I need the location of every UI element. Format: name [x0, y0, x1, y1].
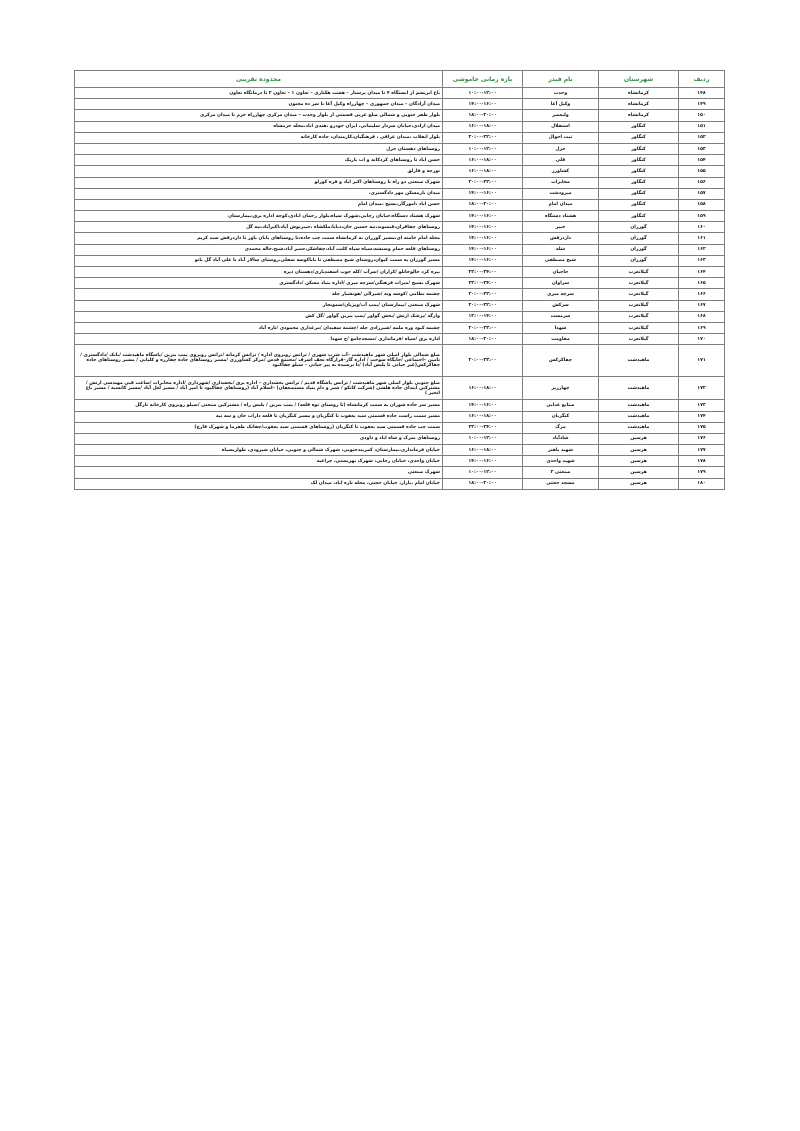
table-row: [75, 121, 725, 132]
row-area: میدان بازمسکن مهر دادگستری،: [75, 188, 443, 199]
row-city: کرمانشاه: [599, 99, 679, 110]
row-time: ۱۶:۰۰-۱۸:۰۰: [443, 377, 523, 400]
row-city: ماهیدشت: [599, 422, 679, 433]
row-area: خیابان فرمانداری،بیمارستان، کمربندجنوبی، شهرک شمالی و جنوبی، خیابان شیرودی، طواریسیاه: [75, 445, 443, 456]
table-row: [75, 311, 725, 322]
row-city: گوزران: [599, 233, 679, 244]
row-city: کنگاور: [599, 155, 679, 166]
table-row: [75, 199, 725, 210]
table-row: [75, 155, 725, 166]
row-number: ۱۷۴: [679, 411, 725, 422]
row-area: روستاهای چقاقزان،قیسوند،نیه حسین خان،دبابا،ملکشاه ،خیبرنوش آباد،اکبرآباد،نیه گل: [75, 222, 443, 233]
row-feeder: شهدا: [523, 322, 599, 333]
row-number: ۱۷۰: [679, 334, 725, 345]
row-area: بیره کرد خالوخانلو /کراران /سرآب /کله جوب اسفندیاری/دهستان دیره: [75, 267, 443, 278]
table-row: [75, 345, 725, 377]
row-time: ۱۲:۰۰-۱۴:۰۰: [443, 311, 523, 322]
row-number: ۱۵۸: [679, 199, 725, 210]
row-city: گیلانغرب: [599, 267, 679, 278]
row-number: ۱۵۵: [679, 166, 725, 177]
row-feeder: خزل: [523, 143, 599, 154]
table-row: [75, 411, 725, 422]
row-time: ۱۶:۰۰-۱۸:۰۰: [443, 411, 523, 422]
row-time: ۲۰:۰۰-۲۲:۰۰: [443, 177, 523, 188]
row-time: ۱۸:۰۰-۲۰:۰۰: [443, 334, 523, 345]
row-area: حسن اباد تا روستاهای کردکانه و اب باریک: [75, 155, 443, 166]
row-city: ماهیدشت: [599, 411, 679, 422]
row-city: کنگاور: [599, 177, 679, 188]
row-feeder: صنایع غذایی: [523, 400, 599, 411]
row-area: شهرک هشتاد دستگاه،خیابان رجایی،شهرک سپاه،بلوار رحمان ابادی،کوچه اداره برق،بیمارستان: [75, 211, 443, 222]
table-row: [75, 334, 725, 345]
row-city: کنگاور: [599, 132, 679, 143]
row-number: ۱۶۴: [679, 267, 725, 278]
row-area: ضلع شمالی بلوار اصلی شهر ماهیدشت –آب شرب شهری / ترانس روبروی اداره / ترانس کرمانه /ترانس روبروی پمپ بنزین /پاسگاه ماهیدشت /بانک /دادگستری /تامین –اجتماعی /جایگاه سوخت / اداره گاز–قرارگاه نجف اشرف /مجتمع قدس /مرکز کشاورزی /مسیر روستاهای جاده چقارزه و کلیایی / مسیر روستاهای جاده چقاکرکس(غیر حیاتی تا پلیس آباد) /تا نرسیده به پیر حیاتی – سیلو چقاکبود: [75, 345, 443, 377]
row-number: ۱۵۱: [679, 121, 725, 132]
row-time: ۱۶:۰۰-۱۸:۰۰: [443, 121, 523, 132]
row-number: ۱۵۰: [679, 110, 725, 121]
row-area: روستاهای دهستان خزل: [75, 143, 443, 154]
row-area: سمت چپ جاده قسمتی سید یعقوب تا کنگربان (روستاهای قسمتی سید یعقوب/چقانک طفرما و شهرک قارچ): [75, 422, 443, 433]
row-number: ۱۸۰: [679, 478, 725, 489]
row-number: ۱۷۵: [679, 422, 725, 433]
row-time: ۱۴:۰۰-۱۶:۰۰: [443, 244, 523, 255]
row-area: مسیر سمت راست جاده قسمتی سید یعقوب تا کنگربان و مسیر کنگربان تا قلعه داراب خان و سه تپه: [75, 411, 443, 422]
row-feeder: شهید واحدی: [523, 456, 599, 467]
row-city: کنگاور: [599, 121, 679, 132]
row-city: ماهیدشت: [599, 377, 679, 400]
table-header-row: [75, 71, 725, 88]
row-city: گیلانغرب: [599, 289, 679, 300]
row-city: گوزران: [599, 222, 679, 233]
row-area: خیابان امام ،بازار، خیابان حجتی، محله تازه اباد، میدان لک: [75, 478, 443, 489]
row-city: هرسین: [599, 433, 679, 444]
row-city: هرسین: [599, 456, 679, 467]
row-feeder: هشتاد دستگاه: [523, 211, 599, 222]
table-row: [75, 478, 725, 489]
row-city: گیلانغرب: [599, 311, 679, 322]
row-area: شهرک صنعتی /بیمارستان /پمپ آب/ویژیان/سمونجار: [75, 300, 443, 311]
row-city: کنگاور: [599, 199, 679, 210]
row-feeder: مخابرات: [523, 177, 599, 188]
table-row: [75, 467, 725, 478]
row-city: کنگاور: [599, 166, 679, 177]
outage-schedule-table: [74, 70, 725, 490]
header-area: محدوده تقریبی: [75, 71, 443, 88]
row-feeder: ثبت احوال: [523, 132, 599, 143]
row-number: ۱۶۳: [679, 255, 725, 266]
row-feeder: سرکش: [523, 300, 599, 311]
row-city: هرسین: [599, 467, 679, 478]
row-feeder: وکیل آغا: [523, 99, 599, 110]
row-feeder: شیخ مصطفی: [523, 255, 599, 266]
table-row: [75, 177, 725, 188]
table-row: [75, 188, 725, 199]
row-number: ۱۶۹: [679, 322, 725, 333]
row-area: ضلع جنوبی بلوار اصلی شهر ماهیدشت / ترانس پاسگاه قدیم / ترانس بخشداری – اداره برق /بخشداری /شهرداری /اداره مخابرات /ساعت قبی مهندسی ارتش / مشترکین ابتدای جاده هلشی (شرکت کانکو / شیر و دام بنیاد مستضعفان) –اسلام آباد (روستاهای چقاکبود تا امیر آباد / مسیر لعل آباد /مسیر کانسبه / مسیر باغ انجیر ): [75, 377, 443, 400]
table-row: [75, 255, 725, 266]
table-row: [75, 99, 725, 110]
row-number: ۱۵۷: [679, 188, 725, 199]
row-city: هرسین: [599, 478, 679, 489]
row-area: خیابان واحدی، خیابان رجایی، شهرک بهزیستی، چراغیه: [75, 456, 443, 467]
row-city: کنگاور: [599, 143, 679, 154]
row-feeder: شله: [523, 244, 599, 255]
table-row: [75, 166, 725, 177]
row-number: ۱۷۲: [679, 377, 725, 400]
table-row: [75, 433, 725, 444]
table-row: [75, 222, 725, 233]
row-time: ۱۸:۰۰-۲۰:۰۰: [443, 478, 523, 489]
row-time: ۲۰:۰۰-۲۲:۰۰: [443, 345, 523, 377]
table-row: [75, 267, 725, 278]
row-feeder: سرچه میری: [523, 289, 599, 300]
table-row: [75, 377, 725, 400]
row-time: ۲۰:۰۰-۲۲:۰۰: [443, 132, 523, 143]
table-row: [75, 143, 725, 154]
row-area: بلوار ظفر جنوبی و شمالی ضلع غربی قسمتی از بلوار وحدت – میدان مرکزی چهارراه خرم تا میدان مرکزی: [75, 110, 443, 121]
row-city: ماهیدشت: [599, 400, 679, 411]
row-time: ۱۴:۰۰-۱۶:۰۰: [443, 233, 523, 244]
row-city: ماهیدشت: [599, 345, 679, 377]
row-number: ۱۶۵: [679, 278, 725, 289]
row-feeder: مرگ: [523, 422, 599, 433]
row-feeder: حاجیان: [523, 267, 599, 278]
row-time: ۲۰:۰۰-۲۲:۰۰: [443, 289, 523, 300]
row-time: ۱۴:۰۰-۱۶:۰۰: [443, 456, 523, 467]
row-feeder: چقاکرکس: [523, 345, 599, 377]
row-time: ۱۶:۰۰-۱۸:۰۰: [443, 445, 523, 456]
row-feeder: استقلال: [523, 121, 599, 132]
row-feeder: سرمست: [523, 311, 599, 322]
row-feeder: خیبر: [523, 222, 599, 233]
schedule-sheet: [74, 70, 724, 490]
header-radif: ردیف: [679, 71, 725, 88]
row-area: باغ ابریشم از ایستگاه ۴ تا میدان پرستار – هشت هکتاری – تعاون ۱ – تعاون ۲ تا درمانگاه تعاون: [75, 88, 443, 99]
row-area: مسیر سر جاده شوران به سمت کرمانشاه (تا روستای نوه قلعه) / پمپ بنزین / پلیس راه / مشترکین صنعتی /سیلو روبروی کارخانه نازگل: [75, 400, 443, 411]
row-number: ۱۵۳: [679, 143, 725, 154]
row-area: مسیر گوزران به سمت کیوان،روستای شیخ مصطفی تا باباکوسه سفلی،روستای سالار آباد تا علی آباد گل بانو: [75, 255, 443, 266]
table-row: [75, 322, 725, 333]
table-row: [75, 244, 725, 255]
table-row: [75, 300, 725, 311]
table-row: [75, 445, 725, 456]
row-area: وارگه /پرشک ارتش /بخش گواور /پمپ بنزین گواور /گل کش: [75, 311, 443, 322]
row-number: ۱۷۳: [679, 400, 725, 411]
row-time: ۲۰:۰۰-۲۲:۰۰: [443, 322, 523, 333]
row-feeder: مسجد حجتی: [523, 478, 599, 489]
table-row: [75, 233, 725, 244]
row-number: ۱۷۱: [679, 345, 725, 377]
row-area: شهرک بسیج /میراث فرهنگی/سرچه میری /اداره بنیاد مسکن /دادگستری: [75, 278, 443, 289]
row-city: گوزران: [599, 255, 679, 266]
row-city: هرسین: [599, 445, 679, 456]
table-row: [75, 422, 725, 433]
row-time: ۲۰:۰۰-۲۲:۰۰: [443, 300, 523, 311]
row-area: چشمه کبود وره ملمه /شیرزادی چله /چشمه سفیدان /مرغداری محمودی /تازه آباد: [75, 322, 443, 333]
row-feeder: وحدت: [523, 88, 599, 99]
row-time: ۱۴:۰۰-۱۶:۰۰: [443, 400, 523, 411]
row-time: ۱۰:۰۰-۱۲:۰۰: [443, 433, 523, 444]
row-time: ۱۰:۰۰-۱۲:۰۰: [443, 467, 523, 478]
row-number: ۱۵۴: [679, 155, 725, 166]
row-feeder: صنعتی ۲: [523, 467, 599, 478]
table-row: [75, 110, 725, 121]
row-area: اداره برق /سپاه /فرمانداری /مسجدجامع /خ شهدا: [75, 334, 443, 345]
table-row: [75, 88, 725, 99]
row-time: ۱۰:۰۰-۱۲:۰۰: [443, 143, 523, 154]
row-number: ۱۵۹: [679, 211, 725, 222]
row-area: محله امام خامنه ای،مسیر گوزران به کرمانشاه سمت چپ جاده،تا روستاهای یابان یاور تا داردرفش سید کریم: [75, 233, 443, 244]
row-number: ۱۴۸: [679, 88, 725, 99]
row-time: ۱۸:۰۰-۲۰:۰۰: [443, 110, 523, 121]
row-city: کنگاور: [599, 211, 679, 222]
row-time: ۱۴:۰۰-۱۶:۰۰: [443, 222, 523, 233]
row-feeder: کشاورز: [523, 166, 599, 177]
row-time: ۱۴:۰۰-۱۶:۰۰: [443, 255, 523, 266]
row-number: ۱۷۹: [679, 467, 725, 478]
row-feeder: شادآباد: [523, 433, 599, 444]
row-number: ۱۶۱: [679, 233, 725, 244]
row-city: کنگاور: [599, 188, 679, 199]
table-row: [75, 400, 725, 411]
table-row: [75, 132, 725, 143]
row-feeder: مقاومت: [523, 334, 599, 345]
row-city: گیلانغرب: [599, 334, 679, 345]
row-time: ۱۶:۰۰-۱۸:۰۰: [443, 166, 523, 177]
row-city: گیلانغرب: [599, 322, 679, 333]
table-row: [75, 456, 725, 467]
row-feeder: شهید باهنر: [523, 445, 599, 456]
row-feeder: داردرفش: [523, 233, 599, 244]
row-time: ۱۸:۰۰-۲۰:۰۰: [443, 199, 523, 210]
row-area: حسن اباد ،اموزگار،بسیج ،میدان امام: [75, 199, 443, 210]
row-area: شهرک صنعتی: [75, 467, 443, 478]
header-time: بازه زمانی خاموشی: [443, 71, 523, 88]
header-shahrestan: شهرستان: [599, 71, 679, 88]
row-feeder: ولیعصر: [523, 110, 599, 121]
table-body: [75, 88, 725, 490]
table-row: [75, 278, 725, 289]
table-row: [75, 211, 725, 222]
row-time: ۱۴:۰۰-۱۶:۰۰: [443, 99, 523, 110]
row-area: چشمه نظامی /کوشه ونه /شیرالی /هونشیار چله: [75, 289, 443, 300]
row-number: ۱۷۶: [679, 433, 725, 444]
row-feeder: قلی: [523, 155, 599, 166]
row-city: گیلانغرب: [599, 278, 679, 289]
row-area: بلوار انقلاب ،میدان عراقی ، فرهنگیان،کارمندان، جاده کارخانه: [75, 132, 443, 143]
row-time: ۱۴:۰۰-۱۶:۰۰: [443, 188, 523, 199]
row-number: ۱۷۸: [679, 456, 725, 467]
row-time: ۱۰:۰۰-۱۲:۰۰: [443, 88, 523, 99]
row-number: ۱۶۸: [679, 311, 725, 322]
row-area: میدان آزادگان – میدان جمهوری – چهارراه وکیل آغا تا سر ده مجنون: [75, 99, 443, 110]
row-city: گیلانغرب: [599, 300, 679, 311]
row-number: ۱۴۹: [679, 99, 725, 110]
row-time: ۱۴:۰۰-۱۶:۰۰: [443, 211, 523, 222]
row-area: نورجه و قارلق: [75, 166, 443, 177]
row-time: ۲۲:۰۰-۲۴:۰۰: [443, 278, 523, 289]
row-feeder: کنگربان: [523, 411, 599, 422]
header-feeder: نام فیدر: [523, 71, 599, 88]
row-city: کرمانشاه: [599, 88, 679, 99]
row-number: ۱۶۶: [679, 289, 725, 300]
row-area: روستاهای قلعه حمام وسنشه،سیاه سیاه کلنت آباد،چقاشکر،حمیر آباد،شیخ،حاله محمدی: [75, 244, 443, 255]
row-time: ۲۲:۰۰-۲۴:۰۰: [443, 267, 523, 278]
row-number: ۱۷۷: [679, 445, 725, 456]
row-area: روستاهای نمرک و شاه اباد و داودی: [75, 433, 443, 444]
row-number: ۱۶۲: [679, 244, 725, 255]
row-number: ۱۵۶: [679, 177, 725, 188]
table-row: [75, 289, 725, 300]
row-feeder: سراوان: [523, 278, 599, 289]
row-city: کرمانشاه: [599, 110, 679, 121]
row-area: میدان ازادی،خیابان سردار سلیمانی، ایران خودرو ،هندی اباد،محله خرمشاه: [75, 121, 443, 132]
row-time: ۲۲:۰۰-۲۴:۰۰: [443, 422, 523, 433]
row-time: ۱۶:۰۰-۱۸:۰۰: [443, 155, 523, 166]
row-area: شهرک صنعتی دو راه تا روستاهای اکبر اباد و فره کورلو: [75, 177, 443, 188]
row-feeder: میرودشت: [523, 188, 599, 199]
row-feeder: چهارزبر: [523, 377, 599, 400]
row-number: ۱۶۰: [679, 222, 725, 233]
row-number: ۱۵۲: [679, 132, 725, 143]
row-number: ۱۶۷: [679, 300, 725, 311]
row-feeder: میدان امام: [523, 199, 599, 210]
row-city: گوزران: [599, 244, 679, 255]
